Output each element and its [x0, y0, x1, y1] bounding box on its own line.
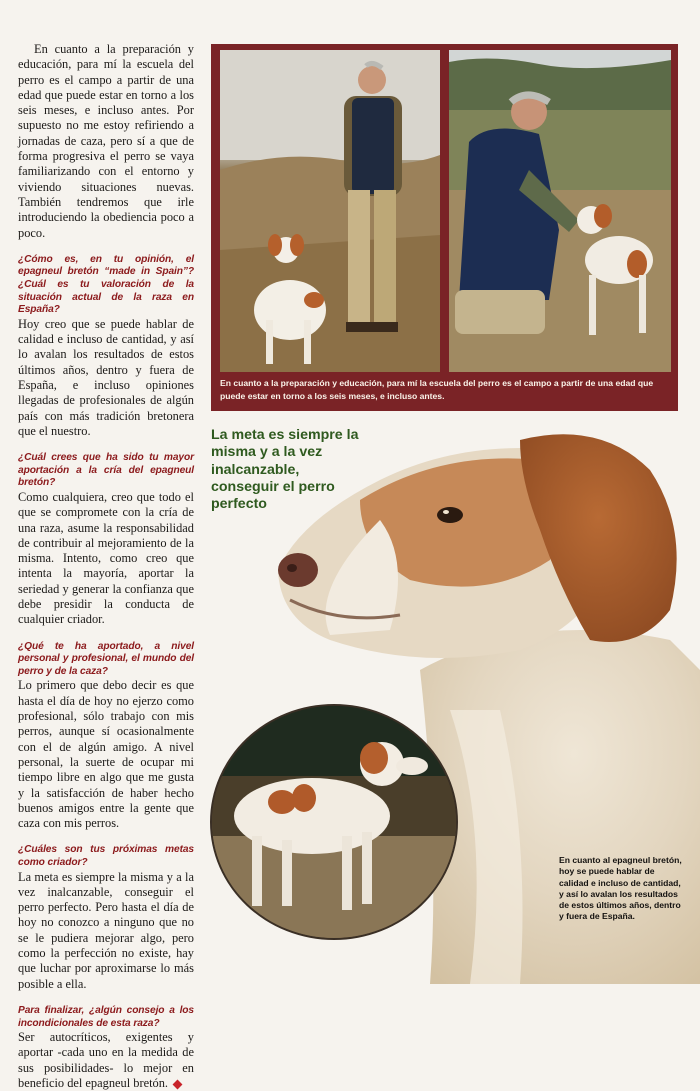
answer-4: La meta es siempre la misma y a la vez inalcanzable, conseguir el perro perfecto. Pero hasta el día de hoy no conozco a ninguno que no se le pudiera mejorar algo, pero como la perfección no existe, hay que luchar por aproximarse lo más posible a ella.: [18, 869, 194, 991]
photo-caption-top: En cuanto a la preparación y educación, para mí la escuela del perro es el campo a partir de una edad que puede estar en torno a los seis meses, e incluso antes.: [220, 378, 654, 401]
question-4: ¿Cuáles son tus próximas metas como criador?: [18, 844, 194, 868]
question-1: ¿Cómo es, en tu opinión, el epagneul bretón “made in Spain”? ¿Cuál es tu valoración de la situación actual de la raza en España?: [18, 253, 194, 316]
answer-2: Como cualquiera, creo que todo el que se compromete con la cría de una raza, asume la responsabilidad de contribuir al mejoramiento de la misma. Intento, como creo que intenta la mayoría, aportar la seriedad y generar la confianza que debe presidir la conducta de cualquier criador.: [18, 489, 194, 627]
intro-paragraph: En cuanto a la preparación y educación, para mí la escuela del perro es el campo a partir de una edad que puede estar en torno a los seis meses, e incluso antes. Por supuesto no me estoy refiriendo a jornadas de caza, pero sí a que de forma progresiva el perro se vaya familiarizando con el entorno y viviendo situaciones nuevas. También tendremos que irle introduciendo la obediencia poco a poco.: [18, 42, 194, 240]
answer-1: Hoy creo que se puede hablar de calidad e incluso de cantidad, y así lo avalan los resultados de estos últimos años, dentro y fuera de España, e incluso opiniones llegadas de profesionales de algún país con más tradición bretonera que el nuestro.: [18, 316, 194, 438]
answer-5-wrap: [18, 1030, 194, 1091]
answer-3: Lo primero que debo decir es que hasta el día de hoy no ejerzo como profesional, sólo trabajo con mis perros, aunque sí ocasionalmente con el de algún amigo. A nivel personal, la suerte de ocupar mi tiempo libre en algo que me gusta y la satisfacción de haber hecho buenos amigos entre la gente que caza con mis perros.: [18, 678, 194, 831]
photo-man-kneeling-illustration: [449, 50, 671, 372]
photo-man-standing-illustration: [220, 50, 440, 372]
pull-quote: La meta es siempre la misma y a la vez inalcanzable, conseguir el perro perfecto: [211, 427, 359, 513]
photo-caption-right: En cuanto al epagneul bretón, hoy se puede hablar de calidad e incluso de cantidad, y así lo avalan los resultados de estos últimos años, dentro y fuera de España.: [559, 855, 682, 922]
photo-dog-pointing-circle: [210, 704, 458, 940]
question-5: Para finalizar, ¿algún consejo a los incondicionales de esta raza?: [18, 1004, 194, 1029]
answer-5: Ser autocríticos, exigentes y aportar -cada uno en la medida de sus posibilidades- lo mejor en beneficio del epagneul bretón.: [18, 1030, 194, 1091]
photo-frame: [211, 44, 678, 411]
photo-man-kneeling-with-dog: [449, 50, 671, 372]
photo-man-standing-with-dog: [220, 50, 440, 372]
end-of-article-mark: [173, 1079, 183, 1089]
question-3: ¿Qué te ha aportado, a nivel personal y profesional, el mundo del perro y de la caza?: [18, 640, 194, 677]
dog-pointing-illustration: [212, 706, 456, 938]
article-column: [18, 42, 194, 1091]
question-2: ¿Cuál crees que ha sido tu mayor aportación a la cría del epagneul bretón?: [18, 452, 194, 489]
